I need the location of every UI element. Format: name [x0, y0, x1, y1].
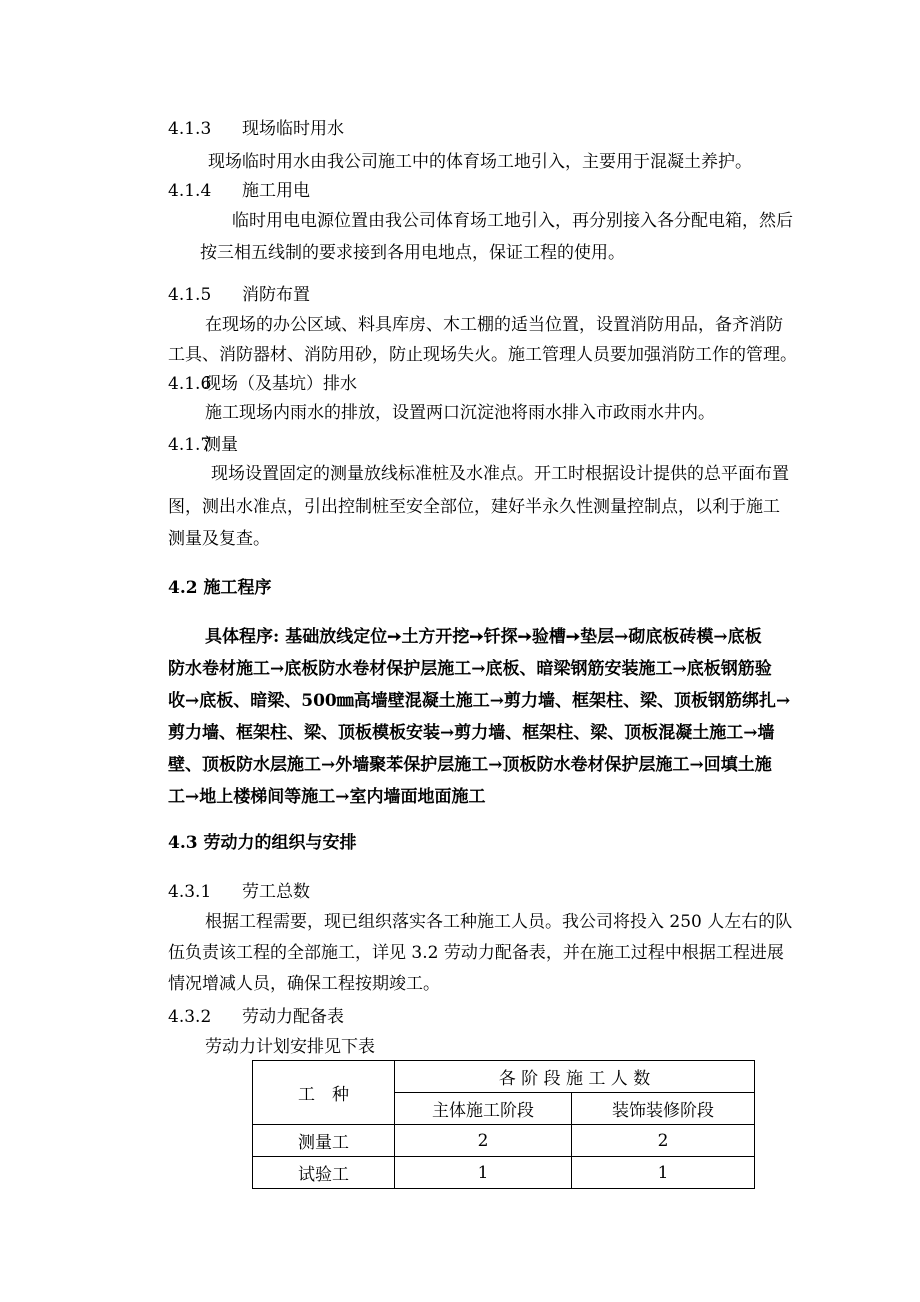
paragraph-line: 情况增减人员，确保工程按期竣工。	[168, 974, 440, 994]
section-4-3-2-heading	[168, 1009, 344, 1026]
paragraph-line: 测量及复查。	[168, 529, 270, 549]
procedure-line: 具体程序: 基础放线定位➙土方开挖➙钎探➙验槽➙垫层→砌底板砖模→底板	[205, 627, 762, 647]
paragraph-line: 施工现场内雨水的排放，设置两口沉淀池将雨水排入市政雨水井内。	[205, 403, 715, 423]
section-title: 施工用电	[242, 181, 310, 201]
section-4-1-3-heading	[168, 121, 344, 138]
decoration-stage-cell: 1	[572, 1157, 755, 1189]
paragraph-line: 按三相五线制的要求接到各用电地点，保证工程的使用。	[200, 243, 625, 263]
work-type-cell: 测量工	[253, 1125, 395, 1157]
section-4-1-5-heading	[168, 287, 310, 304]
section-title: 劳工总数	[242, 882, 310, 902]
procedure-line: 收→底板、暗梁、500㎜高墙壁混凝土施工→剪力墙、框架柱、梁、顶板钢筋绑扎→	[168, 691, 791, 711]
paragraph-line: 劳动力计划安排见下表	[205, 1037, 375, 1057]
paragraph-line: 伍负责该工程的全部施工，详见 3.2 劳动力配备表，并在施工过程中根据工程进展	[168, 943, 784, 963]
section-title: 现场临时用水	[242, 119, 344, 139]
procedure-line: 工→地上楼梯间等施工→室内墙面地面施工	[168, 787, 486, 807]
section-4-1-4-heading	[168, 183, 310, 200]
decoration-stage-cell: 2	[572, 1125, 755, 1157]
section-number: 4.3.2	[168, 1007, 212, 1027]
main-stage-cell: 2	[395, 1125, 572, 1157]
table-header-row	[253, 1061, 755, 1093]
section-number: 4.1.4	[168, 181, 212, 201]
paragraph-line: 现场设置固定的测量放线标准桩及水准点。开工时根据设计提供的总平面布置	[211, 464, 789, 484]
section-4-1-6-heading	[168, 376, 357, 393]
table-row	[253, 1157, 755, 1189]
table-row	[253, 1125, 755, 1157]
section-number: 4.1.3	[168, 119, 212, 139]
section-number: 4.1.5	[168, 285, 212, 305]
stage-group-header: 各 阶 段 施 工 人 数	[395, 1061, 755, 1093]
procedure-line: 防水卷材施工→底板防水卷材保护层施工→底板、暗梁钢筋安装施工→底板钢筋验	[168, 659, 772, 679]
paragraph-line: 在现场的办公区域、料具库房、木工棚的适当位置，设置消防用品，备齐消防	[205, 315, 783, 335]
section-4-3-1-heading	[168, 884, 310, 901]
work-type-cell: 试验工	[253, 1157, 395, 1189]
section-number: 4.1.6	[168, 374, 212, 394]
procedure-line: 壁、顶板防水层施工→外墙聚苯保护层施工→顶板防水卷材保护层施工→回填土施	[168, 755, 772, 775]
paragraph-line: 图，测出水准点，引出控制桩至安全部位，建好半永久性测量控制点，以利于施工	[168, 497, 780, 517]
paragraph-line: 工具、消防器材、消防用砂，防止现场失火。施工管理人员要加强消防工作的管理。	[168, 345, 797, 365]
section-title: 测量	[204, 435, 238, 455]
procedure-line: 剪力墙、框架柱、梁、顶板模板安装→剪力墙、框架柱、梁、顶板混凝土施工→墙	[168, 723, 775, 743]
paragraph-line: 现场临时用水由我公司施工中的体育场工地引入，主要用于混凝土养护。	[208, 152, 752, 172]
section-number: 4.3.1	[168, 882, 212, 902]
work-type-header: 工 种	[253, 1061, 395, 1125]
section-title: 消防布置	[242, 285, 310, 305]
main-stage-cell: 1	[395, 1157, 572, 1189]
section-title: 劳动力配备表	[242, 1007, 344, 1027]
section-4-3-heading: 4.3 劳动力的组织与安排	[168, 833, 357, 853]
section-4-2-heading: 4.2 施工程序	[168, 578, 272, 598]
main-stage-header: 主体施工阶段	[395, 1093, 572, 1125]
labor-allocation-table	[252, 1060, 755, 1189]
paragraph-line: 根据工程需要，现已组织落实各工种施工人员。我公司将投入 250 人左右的队	[205, 912, 793, 932]
paragraph-line: 临时用电电源位置由我公司体育场工地引入，再分别接入各分配电箱，然后	[232, 211, 793, 231]
section-4-1-7-heading	[168, 437, 238, 454]
section-title: 现场（及基坑）排水	[204, 374, 357, 394]
decoration-stage-header: 装饰装修阶段	[572, 1093, 755, 1125]
section-number: 4.1.7	[168, 435, 212, 455]
